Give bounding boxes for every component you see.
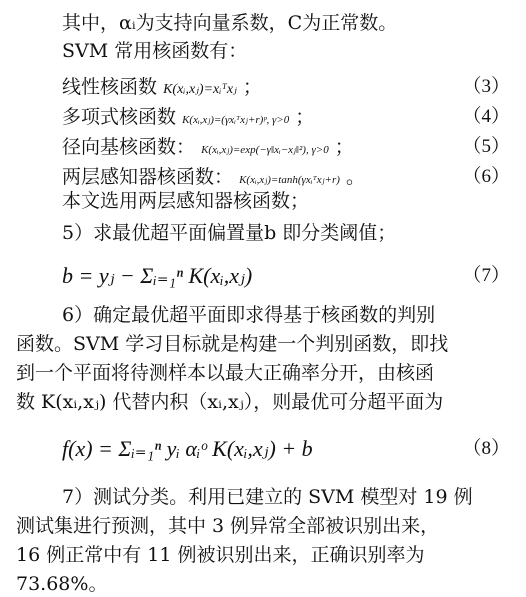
kernel-linear-sep: ； [242, 76, 262, 98]
equation-8-number: （8） [462, 438, 510, 459]
text-line-1: 其中，αᵢ为支持向量系数，C为正常数。 [62, 12, 398, 34]
para-6-line-2: 函数。SVM 学习目标就是构建一个判别函数，即找 [16, 333, 449, 355]
para-6-line-3: 到一个平面将待测样本以最大正确率分开，由核函 [16, 362, 435, 384]
kernel-poly-line [62, 104, 526, 133]
kernel-sigmoid-formula: K(xᵢ,xⱼ)=tanh(γxᵢᵀxⱼ+r) [239, 174, 340, 186]
kernel-poly-label: 多项式核函数 [62, 106, 177, 128]
kernel-sigmoid-number: （6） [462, 166, 510, 187]
kernel-rbf-sep: ； [334, 136, 354, 158]
text-line-7: 本文选用两层感知器核函数； [62, 190, 310, 212]
equation-7 [62, 256, 526, 296]
equation-7-number: （7） [462, 265, 510, 286]
kernel-rbf-label: 径向基核函数： [62, 136, 196, 158]
kernel-rbf-formula: K(xᵢ,xⱼ)=exp(−γ‖xᵢ−xⱼ‖²), γ>0 [201, 144, 329, 156]
kernel-linear-label: 线性核函数 [62, 76, 158, 98]
text-line-2: SVM 常用核函数有： [62, 40, 248, 62]
para-7-line-2: 测试集进行预测，其中 3 例异常全部被识别出来， [16, 515, 440, 537]
kernel-sigmoid-label: 两层感知器核函数： [62, 166, 234, 188]
equation-7-formula: b = yⱼ − Σᵢ₌₁ⁿ K(xᵢ,xⱼ) [62, 263, 253, 288]
equation-8 [62, 426, 526, 472]
para-6-line-4: 数 K(xᵢ,xⱼ) 代替内积（xᵢ,xⱼ），则最优可分超平面为 [16, 391, 444, 413]
kernel-poly-number: （4） [462, 106, 510, 127]
kernel-linear-number: （3） [462, 76, 510, 97]
para-7-line-3: 16 例正常中有 11 例被识别出来，正确识别率为 [16, 544, 425, 566]
kernel-linear-line [62, 74, 526, 103]
kernel-rbf-number: （5） [462, 136, 510, 157]
step-5-line: 5）求最优超平面偏置量b 即分类阈值； [62, 222, 397, 244]
kernel-poly-formula: K(xᵢ,xⱼ)=(γxᵢᵀxⱼ+r)ᵖ, γ>0 [182, 114, 290, 126]
kernel-rbf-line [62, 134, 526, 163]
para-6-line-1: 6）确定最优超平面即求得基于核函数的判别 [62, 304, 436, 326]
kernel-poly-sep: ； [295, 106, 315, 128]
kernel-sigmoid-sep: 。 [345, 166, 365, 188]
para-7-line-4: 73.68%。 [16, 573, 108, 595]
kernel-linear-formula: K(xᵢ,xⱼ)=xᵢᵀxⱼ [163, 82, 237, 97]
equation-8-formula: f(x) = Σᵢ₌₁ⁿ yᵢ αᵢᵒ K(xᵢ,xⱼ) + b [62, 436, 313, 461]
para-7-line-1: 7）测试分类。利用已建立的 SVM 模型对 19 例 [62, 486, 473, 508]
